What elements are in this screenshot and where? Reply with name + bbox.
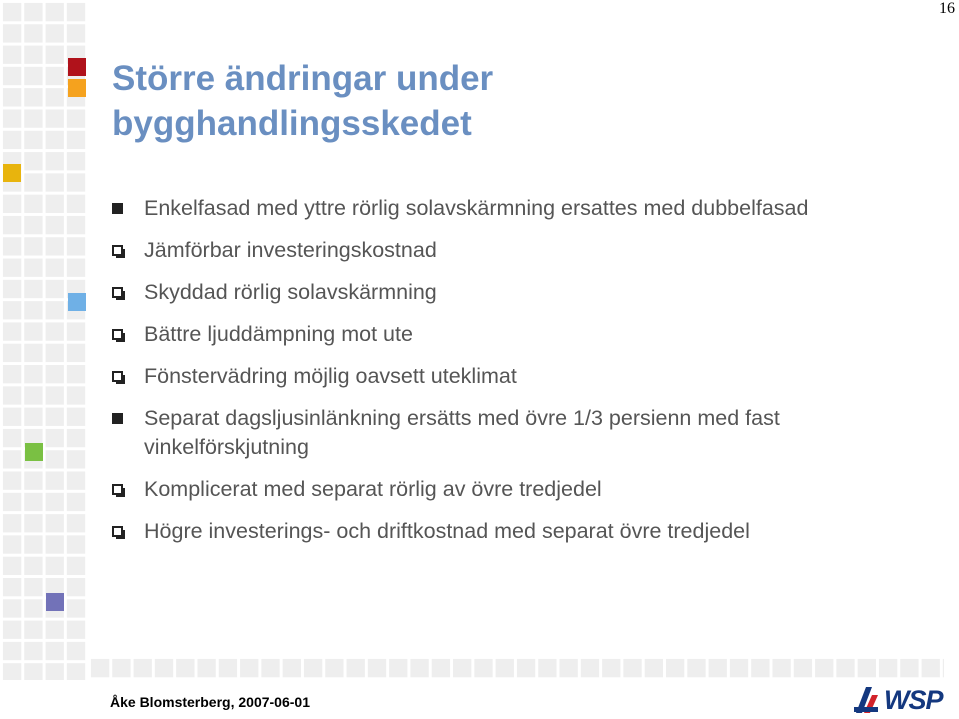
accent-square-red — [68, 58, 86, 76]
hollow-square-bullet-icon — [112, 245, 123, 256]
bullet-text: Komplicerat med separat rörlig av övre tredjedel — [144, 477, 602, 501]
wsp-logo-text: WSP — [884, 684, 943, 715]
hollow-square-bullet-icon — [112, 526, 123, 537]
bullet-text: Bättre ljuddämpning mot ute — [144, 322, 413, 346]
wsp-logo — [852, 683, 943, 717]
accent-square-lightblue — [68, 293, 86, 311]
bullet-item — [112, 236, 852, 265]
decorative-grid-left — [0, 0, 88, 680]
decorative-grid-bottom — [88, 656, 944, 680]
wsp-logo-icon — [852, 685, 882, 715]
footer-author-date: Åke Blomsterberg, 2007-06-01 — [110, 694, 310, 710]
filled-square-bullet-icon — [112, 413, 123, 424]
bullet-item — [112, 404, 852, 462]
hollow-square-bullet-icon — [112, 329, 123, 340]
filled-square-bullet-icon — [112, 203, 123, 214]
bullet-text: Fönstervädring möjlig oavsett uteklimat — [144, 364, 517, 388]
bullet-item — [112, 320, 852, 349]
bullet-item — [112, 517, 852, 546]
bullet-text: Skyddad rörlig solavskärmning — [144, 280, 437, 304]
bullet-text: Jämförbar investeringskostnad — [144, 238, 437, 262]
hollow-square-bullet-icon — [112, 484, 123, 495]
bullet-item — [112, 194, 852, 223]
bullet-item — [112, 278, 852, 307]
bullet-item — [112, 475, 852, 504]
accent-square-green — [25, 443, 43, 461]
bullet-list — [112, 194, 852, 546]
accent-square-yellow — [3, 164, 21, 182]
slide-title: Större ändringar under bygghandlingsskedet — [112, 59, 494, 143]
bullet-text: Högre investerings- och driftkostnad med separat övre tredjedel — [144, 519, 750, 543]
accent-square-purple — [46, 593, 64, 611]
bullet-text: Enkelfasad med yttre rörlig solavskärmning ersattes med dubbelfasad — [144, 196, 809, 220]
hollow-square-bullet-icon — [112, 287, 123, 298]
page-number: 16 — [939, 0, 955, 17]
bullet-text: Separat dagsljusinlänkning ersätts med övre 1/3 persienn med fast vinkelförskjutning — [144, 406, 780, 459]
accent-square-orange — [68, 79, 86, 97]
hollow-square-bullet-icon — [112, 371, 123, 382]
bullet-item — [112, 362, 852, 391]
